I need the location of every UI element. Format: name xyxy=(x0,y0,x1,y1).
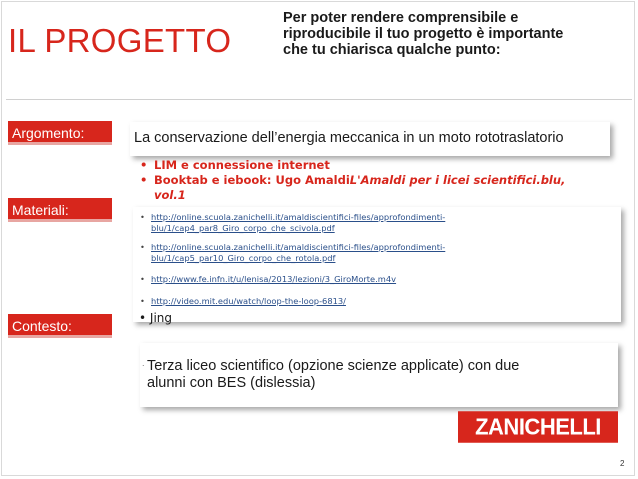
link-line[interactable]: http://online.scuola.zanichelli.it/amaldiscientifici-files/approfondimenti- xyxy=(151,242,446,252)
link-text[interactable] xyxy=(151,212,445,233)
links-list xyxy=(140,209,445,306)
list-item xyxy=(140,158,565,173)
divider xyxy=(6,99,632,100)
book-volume: vol.1 xyxy=(154,188,186,202)
zanichelli-logo: ZANICHELLI xyxy=(458,411,618,443)
label-contesto: Contesto: xyxy=(8,314,112,338)
materiali-bullets xyxy=(140,158,565,203)
contesto-line: Terza liceo scientifico (opzione scienze applicate) con due xyxy=(147,358,520,374)
contesto-line: alunni con BES (dislessia) xyxy=(147,375,316,391)
bullet: • xyxy=(140,173,148,187)
list-item-text: Booktab e iebook: Ugo Amaldi xyxy=(154,173,350,187)
bullet: • xyxy=(140,212,145,222)
bullet: • xyxy=(140,242,145,252)
link-item[interactable] xyxy=(140,212,445,233)
bullet: . xyxy=(142,358,145,368)
bullet: • xyxy=(139,311,147,325)
link-item[interactable] xyxy=(140,296,445,307)
list-item xyxy=(140,173,565,188)
jing-item xyxy=(139,311,172,325)
link-item[interactable] xyxy=(140,242,445,263)
intro-line: riproducibile il tuo progetto è importante xyxy=(283,26,564,42)
bullet: • xyxy=(140,295,145,306)
label-argomento: Argomento: xyxy=(8,121,112,145)
intro-text xyxy=(283,10,623,58)
bullet: • xyxy=(140,274,145,284)
contesto-text xyxy=(147,358,567,392)
list-item-text: Jing xyxy=(149,311,173,325)
intro-line: che tu chiarisca qualche punto: xyxy=(283,42,501,58)
link-text[interactable] xyxy=(151,242,445,263)
book-title: L'Amaldi per i licei scientifici.blu, xyxy=(349,173,566,187)
link-item[interactable] xyxy=(140,274,445,285)
argomento-text: La conservazione dell’energia meccanica in un moto rototraslatorio xyxy=(134,130,564,146)
bullet: • xyxy=(140,158,148,172)
link-line[interactable]: blu/1/cap4_par8_Giro_corpo_che_scivola.pdf xyxy=(151,222,335,233)
link-text[interactable]: http://video.mit.edu/watch/loop-the-loop-6813/ xyxy=(151,295,346,306)
link-text[interactable]: http://www.fe.infn.it/u/lenisa/2013/lezioni/3_GiroMorte.m4v xyxy=(151,274,397,284)
intro-line: Per poter rendere comprensibile e xyxy=(283,10,519,26)
list-item-continuation xyxy=(140,188,565,203)
label-materiali: Materiali: xyxy=(8,198,112,222)
page-number: 2 xyxy=(620,459,625,468)
link-line[interactable]: blu/1/cap5_par10_Giro_corpo_che_rotola.pdf xyxy=(151,252,336,263)
link-line[interactable]: http://online.scuola.zanichelli.it/amaldiscientifici-files/approfondimenti- xyxy=(151,212,446,222)
slide-title: IL PROGETTO xyxy=(8,22,232,59)
list-item-text: LIM e connessione internet xyxy=(154,158,330,172)
